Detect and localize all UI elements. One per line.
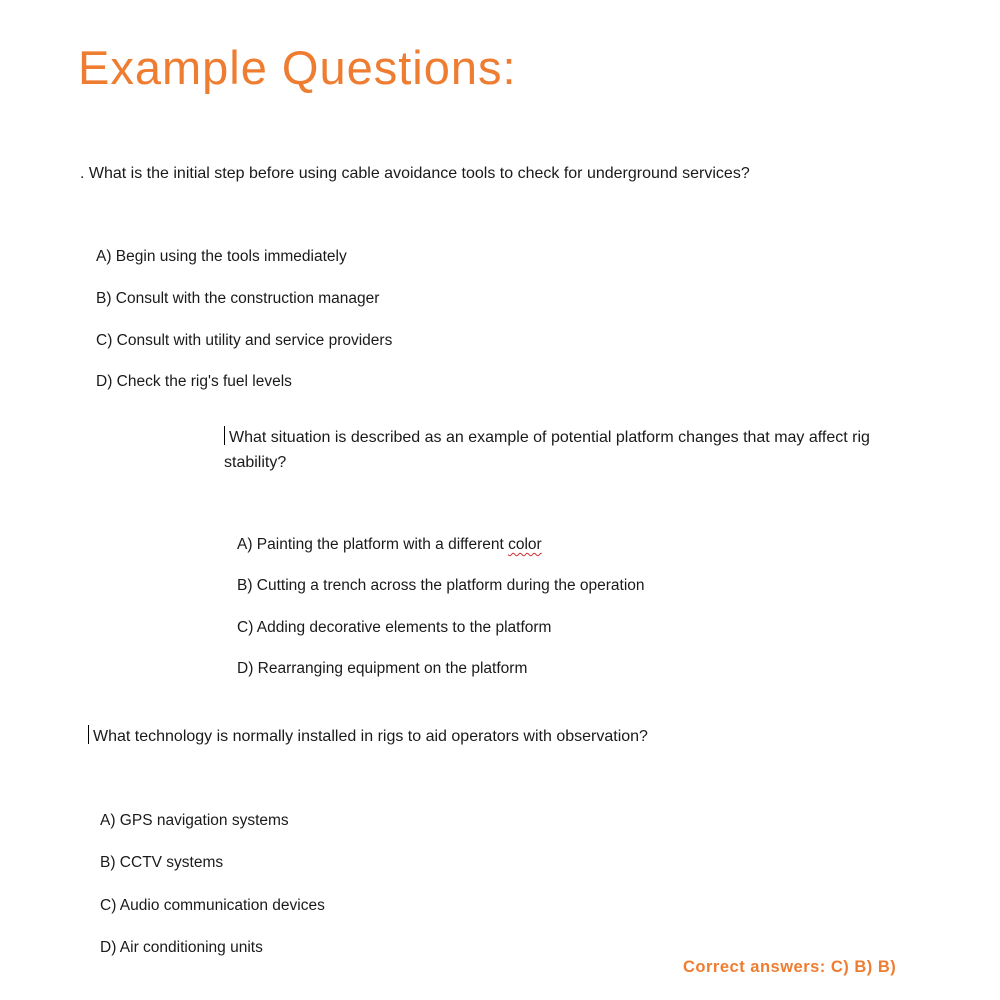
spellcheck-marked-word: color [508, 536, 542, 553]
page-title: Example Questions: [78, 41, 517, 94]
question-1-option-d: D) Check the rig's fuel levels [96, 373, 292, 390]
text-cursor [88, 725, 89, 744]
question-3-text: What technology is normally installed in rigs to aid operators with observation? [93, 728, 648, 745]
question-3-option-d: D) Air conditioning units [100, 939, 263, 956]
question-1-option-b: B) Consult with the construction manager [96, 290, 380, 307]
question-1-option-a: A) Begin using the tools immediately [96, 248, 347, 265]
question-3-option-b: B) CCTV systems [100, 854, 224, 871]
question-2-option-b: B) Cutting a trench across the platform during the operation [237, 577, 645, 594]
question-2-option-c: C) Adding decorative elements to the platform [237, 619, 552, 636]
text-cursor [224, 426, 225, 445]
question-1-text: What is the initial step before using cable avoidance tools to check for underground services? [88, 165, 750, 182]
question-2 [224, 425, 870, 475]
question-2-text-line2: stability? [224, 454, 287, 471]
question-2-text-line1: What situation is described as an example of potential platform changes that may affect rig [229, 429, 870, 446]
question-3-option-c: C) Audio communication devices [100, 897, 325, 914]
correct-answers: Correct answers: C) B) B) [683, 958, 897, 976]
question-2-option-a-text: A) Painting the platform with a different [237, 536, 509, 553]
question-3-option-a: A) GPS navigation systems [100, 812, 289, 829]
question-1-option-c: C) Consult with utility and service providers [96, 332, 393, 349]
question-1 [80, 161, 750, 186]
question-3 [88, 724, 648, 749]
question-2-option-d: D) Rearranging equipment on the platform [237, 660, 528, 677]
question-2-option-a [237, 536, 542, 554]
question-1-prefix: . [80, 165, 89, 182]
